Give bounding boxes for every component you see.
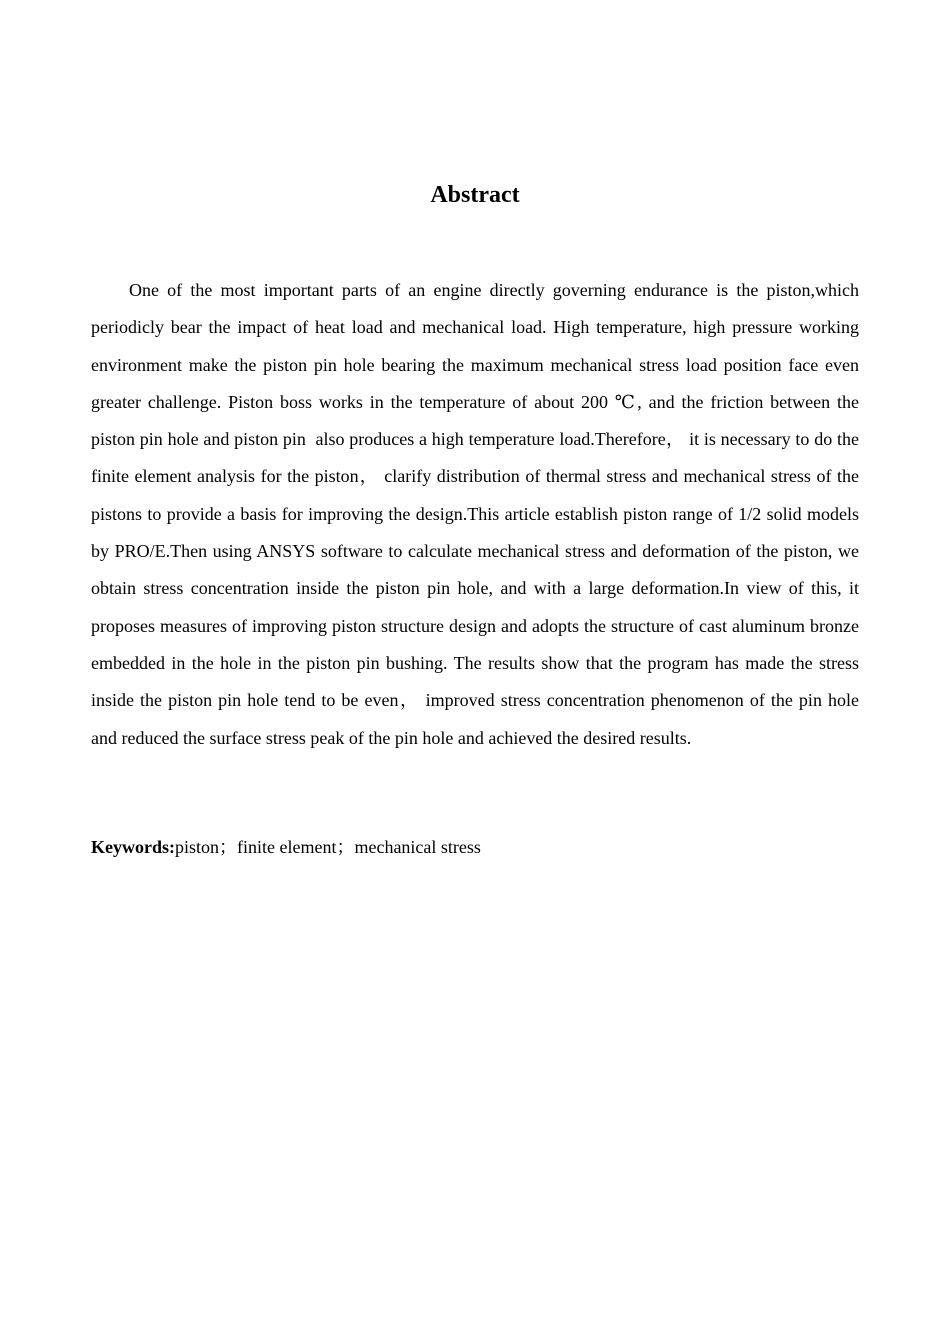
abstract-title: Abstract — [430, 182, 520, 208]
keywords-list: piston；finite element；mechanical stress — [175, 837, 481, 857]
keywords-line — [91, 831, 859, 863]
abstract-body-paragraph: One of the most important parts of an engine directly governing endurance is the piston,which periodicly bear the impact of heat load and mechanical load. High temperature, high pressure working environment make the piston pin hole bearing the maximum mechanical stress load position face even greater challenge. Piston boss works in the temperature of about 200 ℃, and the friction between the piston pin hole and piston pin also produces a high temperature load.Therefore， it is necessary to do the finite element analysis for the piston， clarify distribution of thermal stress and mechanical stress of the pistons to provide a basis for improving the design.This article establish piston range of 1/2 solid models by PRO/E.Then using ANSYS software to calculate mechanical stress and deformation of the piston, we obtain stress concentration inside the piston pin hole, and with a large deformation.In view of this, it proposes measures of improving piston structure design and adopts the structure of cast aluminum bronze embedded in the hole in the piston pin bushing. The results show that the program has made the stress inside the piston pin hole tend to be even， improved stress concentration phenomenon of the pin hole and reduced the surface stress peak of the pin hole and achieved the desired results. — [91, 280, 859, 748]
keywords-label: Keywords: — [91, 837, 175, 857]
